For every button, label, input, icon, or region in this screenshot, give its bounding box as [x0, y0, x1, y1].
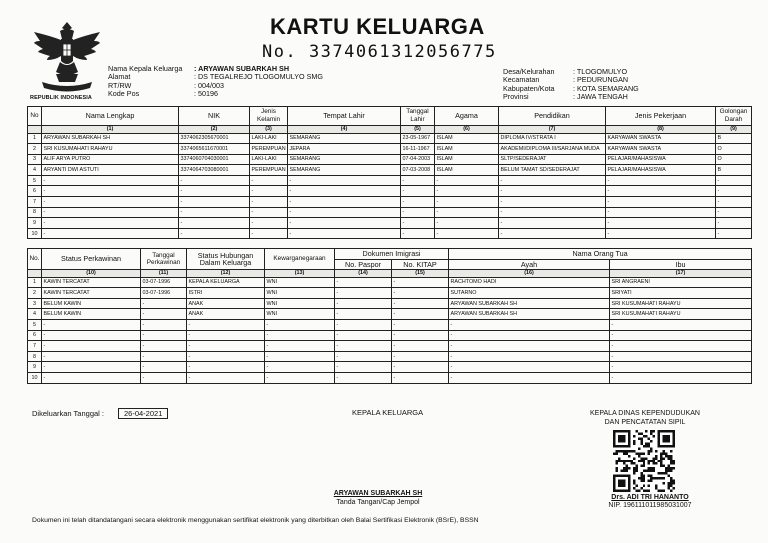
table-cell: ISLAM	[435, 154, 499, 165]
table-cell: SEMARANG	[288, 154, 401, 165]
table-cell: 3374060704030001	[179, 154, 250, 165]
table-cell: -	[335, 373, 392, 384]
table-cell: -	[449, 373, 610, 384]
table-cell: -	[288, 186, 401, 197]
office-line-1: KEPALA DINAS KEPENDUDUKAN	[590, 410, 700, 417]
table-cell: -	[392, 320, 449, 331]
table-cell: -	[42, 228, 179, 239]
table-cell: -	[179, 175, 250, 186]
table-cell: -	[610, 330, 752, 341]
table-cell: -	[42, 330, 141, 341]
table-cell: LAKI-LAKI	[250, 154, 288, 165]
table-cell: B	[716, 133, 752, 144]
table-cell: -	[187, 341, 265, 352]
column-number: (10)	[42, 270, 141, 278]
table-cell: -	[250, 186, 288, 197]
table-cell: -	[499, 175, 606, 186]
info-value: : PEDURUNGAN	[573, 75, 629, 85]
table-cell: -	[42, 351, 141, 362]
table-cell: -	[401, 207, 435, 218]
table-cell: -	[288, 175, 401, 186]
column-number: (8)	[606, 126, 716, 134]
table-cell: -	[288, 197, 401, 208]
table-cell: 3	[28, 154, 42, 165]
member-status-table	[27, 248, 752, 384]
info-value: : TLOGOMULYO	[573, 67, 628, 76]
column-number: (1)	[42, 126, 179, 134]
table-cell: -	[449, 320, 610, 331]
table-cell: -	[335, 341, 392, 352]
column-number	[28, 126, 42, 134]
table-cell: 7	[28, 341, 42, 352]
table-cell: -	[265, 320, 335, 331]
table-cell: PELAJAR/MAHASISWA	[606, 154, 716, 165]
column-number: (5)	[401, 126, 435, 134]
civil-registry-office	[560, 410, 730, 427]
col-header-gender: Jenis Kelamin	[250, 107, 288, 126]
table-cell: -	[401, 197, 435, 208]
table-cell: ARYANTI DWI ASTUTI	[42, 165, 179, 176]
table-cell: 7	[28, 197, 42, 208]
table-cell: -	[435, 175, 499, 186]
table-cell: -	[610, 351, 752, 362]
column-number: (9)	[716, 126, 752, 134]
table-cell: SRI KUSUMAHATI RAHAYU	[610, 298, 752, 309]
table-cell: SRIYATI	[610, 288, 752, 299]
table-cell: -	[392, 298, 449, 309]
table-cell: -	[141, 330, 187, 341]
table-cell: -	[449, 362, 610, 373]
table-cell: -	[610, 362, 752, 373]
table-cell: 8	[28, 351, 42, 362]
table-cell: -	[141, 320, 187, 331]
table-cell: -	[392, 341, 449, 352]
table-cell: JEPARA	[288, 144, 401, 155]
col-header-education: Pendidikan	[499, 107, 606, 126]
table-row	[28, 154, 752, 165]
table-cell: 16-11-1967	[401, 144, 435, 155]
table-cell: BELUM TAMAT SD/SEDERAJAT	[499, 165, 606, 176]
table-cell: -	[610, 341, 752, 352]
table-cell: -	[250, 218, 288, 229]
table-cell: O	[716, 144, 752, 155]
column-number: (12)	[187, 270, 265, 278]
table-cell: -	[606, 228, 716, 239]
table-cell: -	[179, 186, 250, 197]
table-cell: -	[499, 186, 606, 197]
table-cell: 03-07-1996	[141, 277, 187, 288]
table-cell: -	[401, 218, 435, 229]
table-cell: -	[335, 351, 392, 362]
table-cell: -	[606, 218, 716, 229]
table-cell: ISLAM	[435, 133, 499, 144]
table-cell: 6	[28, 330, 42, 341]
info-label: Alamat	[108, 72, 131, 82]
table-cell: -	[499, 228, 606, 239]
info-row-postcode	[108, 90, 323, 98]
column-number: (3)	[250, 126, 288, 134]
table-cell: 03-07-1996	[141, 288, 187, 299]
household-info	[108, 65, 323, 98]
table-row	[28, 320, 752, 331]
column-number: (4)	[288, 126, 401, 134]
table-cell: -	[42, 175, 179, 186]
col-header-marital-status: Status Perkawinan	[42, 249, 141, 270]
column-number: (15)	[392, 270, 449, 278]
table-cell: -	[42, 186, 179, 197]
info-label: Kecamatan	[503, 75, 540, 85]
table-cell: 6	[28, 186, 42, 197]
table-cell: -	[716, 186, 752, 197]
table-cell: -	[141, 373, 187, 384]
table-cell: ISLAM	[435, 165, 499, 176]
table-cell: -	[288, 228, 401, 239]
table-cell: -	[288, 218, 401, 229]
table-cell: -	[392, 362, 449, 373]
table-cell: -	[265, 373, 335, 384]
table-cell: ANAK	[187, 298, 265, 309]
country-label: REPUBLIK INDONESIA	[30, 95, 92, 101]
table-cell: -	[392, 277, 449, 288]
table-cell: 23-05-1967	[401, 133, 435, 144]
table-cell: -	[42, 218, 179, 229]
table-cell: 07-03-2008	[401, 165, 435, 176]
table-cell: 3374065611670001	[179, 144, 250, 155]
table-cell: 9	[28, 362, 42, 373]
table-cell: -	[401, 175, 435, 186]
info-label: RT/RW	[108, 80, 132, 90]
table-cell: -	[499, 207, 606, 218]
table-cell: -	[499, 197, 606, 208]
column-number: (16)	[449, 270, 610, 278]
table-cell: WNI	[265, 298, 335, 309]
table-cell: DIPLOMA IV/STRATA I	[499, 133, 606, 144]
info-row-province	[503, 93, 639, 101]
table-cell: 1	[28, 277, 42, 288]
table-row	[28, 133, 752, 144]
table-cell: -	[250, 197, 288, 208]
info-value: : JAWA TENGAH	[573, 91, 628, 101]
table-cell: SUTARNO	[449, 288, 610, 299]
table-cell: -	[435, 197, 499, 208]
electronic-signature-note: Dokumen ini telah ditandatangani secara elektronik menggunakan sertifikat elektronik yang diterbitkan oleh Balai Sertifikasi Elektronik (BSrE), BSSN	[32, 517, 479, 524]
table-row	[28, 207, 752, 218]
col-header-no: No.	[28, 249, 42, 270]
table-cell: -	[179, 207, 250, 218]
table-cell: -	[288, 207, 401, 218]
table-cell: KEPALA KELUARGA	[187, 277, 265, 288]
table-cell: ISTRI	[187, 288, 265, 299]
table-cell: -	[716, 228, 752, 239]
table-cell: -	[335, 298, 392, 309]
table-cell: -	[716, 197, 752, 208]
table-cell: -	[187, 351, 265, 362]
table-cell: -	[179, 197, 250, 208]
table-cell: -	[42, 207, 179, 218]
table-cell: ARYAWAN SUBARKAH SH	[42, 133, 179, 144]
col-header-parents: Nama Orang Tua	[449, 249, 752, 260]
column-number: (7)	[499, 126, 606, 134]
column-number	[28, 270, 42, 278]
table-cell: SRI ANGRAENI	[610, 277, 752, 288]
column-number-row	[28, 270, 752, 278]
col-header-birthplace: Tempat Lahir	[288, 107, 401, 126]
table-row	[28, 288, 752, 299]
head-of-family-title: KEPALA KELUARGA	[352, 408, 424, 417]
table-cell: -	[449, 341, 610, 352]
table-cell: -	[716, 175, 752, 186]
info-label: Provinsi	[503, 91, 529, 101]
table-cell: SEMARANG	[288, 133, 401, 144]
table-cell: -	[335, 288, 392, 299]
table-cell: 07-04-2003	[401, 154, 435, 165]
col-header-immigration-docs: Dokumen Imigrasi	[335, 249, 449, 260]
table-cell: B	[716, 165, 752, 176]
table-cell: -	[187, 362, 265, 373]
table-row	[28, 144, 752, 155]
table-cell: -	[392, 330, 449, 341]
column-number: (11)	[141, 270, 187, 278]
col-header-mother: Ibu	[610, 259, 752, 270]
table-cell: -	[141, 309, 187, 320]
issued-label: Dikeluarkan Tanggal :	[32, 409, 104, 418]
table-cell: 3374062305670001	[179, 133, 250, 144]
table-cell: WNI	[265, 288, 335, 299]
signature-caption: Tanda Tangan/Cap Jempol	[336, 498, 420, 506]
table-cell: -	[610, 373, 752, 384]
table-cell: O	[716, 154, 752, 165]
col-header-family-relation: Status Hubungan Dalam Keluarga	[187, 249, 265, 270]
garuda-emblem-icon	[30, 18, 104, 96]
info-value: : ARYAWAN SUBARKAH SH	[194, 64, 290, 73]
info-label: Kode Pos	[108, 88, 140, 98]
table-cell: -	[335, 320, 392, 331]
table-cell: -	[716, 207, 752, 218]
col-header-birthdate: Tanggal Lahir	[401, 107, 435, 126]
table-row	[28, 277, 752, 288]
table-cell: 5	[28, 175, 42, 186]
table-row	[28, 362, 752, 373]
table-cell: -	[250, 207, 288, 218]
col-header-name: Nama Lengkap	[42, 107, 179, 126]
table-cell: BELUM KAWIN	[42, 309, 141, 320]
table-cell: -	[335, 277, 392, 288]
column-number-row	[28, 126, 752, 134]
table-cell: 10	[28, 373, 42, 384]
table-cell: ARYAWAN SUBARKAH SH	[449, 298, 610, 309]
official-name: Drs. ADI TRI HANANTO	[611, 494, 689, 501]
table-cell: WNI	[265, 309, 335, 320]
table-cell: LAKI-LAKI	[250, 133, 288, 144]
table-cell: SRI KUSUMAHATI RAHAYU	[42, 144, 179, 155]
table-cell: 8	[28, 207, 42, 218]
table-cell: -	[265, 351, 335, 362]
table-cell: -	[435, 207, 499, 218]
column-number: (13)	[265, 270, 335, 278]
official-signature-block	[575, 494, 725, 511]
table-cell: -	[335, 309, 392, 320]
head-name: ARYAWAN SUBARKAH SH	[333, 490, 423, 497]
table-row	[28, 330, 752, 341]
table-cell: -	[250, 175, 288, 186]
table-cell: -	[392, 288, 449, 299]
column-number: (17)	[610, 270, 752, 278]
table-cell: 2	[28, 144, 42, 155]
table-cell: -	[449, 351, 610, 362]
col-header-father: Ayah	[449, 259, 610, 270]
table-cell: -	[392, 351, 449, 362]
table-cell: 10	[28, 228, 42, 239]
col-header-nik: NIK	[179, 107, 250, 126]
info-label: Kabupaten/Kota	[503, 83, 555, 93]
region-info	[503, 68, 639, 101]
table-cell: -	[265, 330, 335, 341]
table-cell: -	[401, 228, 435, 239]
info-value: : DS TEGALREJO TLOGOMULYO SMG	[194, 72, 324, 82]
col-header-citizenship: Kewarganegaraan	[265, 249, 335, 270]
table-cell: 4	[28, 165, 42, 176]
table-cell: 1	[28, 133, 42, 144]
info-label: Desa/Kelurahan	[503, 67, 555, 76]
col-header-passport: No. Paspor	[335, 259, 392, 270]
document-title: KARTU KELUARGA	[270, 14, 485, 39]
table-cell: KAWIN TERCATAT	[42, 288, 141, 299]
table-cell: ISLAM	[435, 144, 499, 155]
table-cell: 4	[28, 309, 42, 320]
official-nip: NIP. 196111011985031007	[608, 502, 692, 510]
table-cell: -	[187, 373, 265, 384]
table-cell: KAWIN TERCATAT	[42, 277, 141, 288]
table-cell: -	[187, 330, 265, 341]
table-cell: BELUM KAWIN	[42, 298, 141, 309]
table-row	[28, 165, 752, 176]
table-cell: PEREMPUAN	[250, 165, 288, 176]
table-cell: -	[401, 186, 435, 197]
table-cell: -	[435, 218, 499, 229]
table-cell: KARYAWAN SWASTA	[606, 133, 716, 144]
table-cell: -	[187, 320, 265, 331]
col-header-kitap: No. KITAP	[392, 259, 449, 270]
table-cell: -	[42, 373, 141, 384]
table-cell: -	[42, 341, 141, 352]
table-row	[28, 197, 752, 208]
info-label: Nama Kepala Keluarga	[108, 64, 183, 73]
table-row	[28, 218, 752, 229]
office-line-2: DAN PENCATATAN SIPIL	[604, 418, 686, 426]
table-cell: 3	[28, 298, 42, 309]
column-number: (14)	[335, 270, 392, 278]
col-header-occupation: Jenis Pekerjaan	[606, 107, 716, 126]
table-cell: -	[716, 218, 752, 229]
column-number: (2)	[179, 126, 250, 134]
table-row	[28, 175, 752, 186]
table-cell: -	[42, 362, 141, 373]
info-value: : 004/003	[194, 80, 224, 90]
table-cell: -	[42, 197, 179, 208]
table-cell: -	[265, 341, 335, 352]
table-cell: -	[265, 362, 335, 373]
table-cell: 9	[28, 218, 42, 229]
table-cell: -	[179, 228, 250, 239]
table-cell: -	[141, 341, 187, 352]
table-cell: SLTP/SEDERAJAT	[499, 154, 606, 165]
issued-date: 26-04-2021	[118, 408, 168, 419]
table-cell: -	[335, 330, 392, 341]
qr-code-icon	[613, 430, 675, 492]
table-cell: -	[179, 218, 250, 229]
col-header-blood-type: Golongan Darah	[716, 107, 752, 126]
table-cell: -	[610, 320, 752, 331]
info-value: : KOTA SEMARANG	[573, 83, 639, 93]
info-value: : 50196	[194, 88, 218, 98]
table-cell: RACHTOMO HADI	[449, 277, 610, 288]
document-number: No. 3374061312056775	[262, 42, 497, 62]
table-cell: ALIF ARYA PUTRO	[42, 154, 179, 165]
table-row	[28, 228, 752, 239]
member-identity-table	[27, 106, 752, 239]
table-cell: -	[392, 373, 449, 384]
table-cell: -	[335, 362, 392, 373]
table-row	[28, 309, 752, 320]
table-cell: ANAK	[187, 309, 265, 320]
head-signature-block	[308, 490, 448, 507]
table-cell: -	[42, 320, 141, 331]
table-cell: -	[606, 197, 716, 208]
table-cell: AKADEMI/DIPLOMA III/SARJANA MUDA	[499, 144, 606, 155]
table-cell: -	[141, 298, 187, 309]
table-cell: WNI	[265, 277, 335, 288]
table-row	[28, 351, 752, 362]
table-cell: -	[250, 228, 288, 239]
table-cell: -	[449, 330, 610, 341]
table-cell: -	[606, 186, 716, 197]
table-cell: -	[499, 218, 606, 229]
col-header-marriage-date: Tanggal Perkawinan	[141, 249, 187, 270]
table-cell: -	[606, 175, 716, 186]
table-row	[28, 373, 752, 384]
table-cell: -	[606, 207, 716, 218]
table-cell: -	[141, 351, 187, 362]
table-cell: ARYAWAN SUBARKAH SH	[449, 309, 610, 320]
table-cell: SEMARANG	[288, 165, 401, 176]
table-cell: SRI KUSUMAHATI RAHAYU	[610, 309, 752, 320]
table-row	[28, 186, 752, 197]
table-cell: 5	[28, 320, 42, 331]
table-cell: -	[141, 362, 187, 373]
table-cell: -	[435, 186, 499, 197]
table-cell: PEREMPUAN	[250, 144, 288, 155]
table-cell: -	[435, 228, 499, 239]
table-cell: 3374064703080001	[179, 165, 250, 176]
column-number: (6)	[435, 126, 499, 134]
table-row	[28, 298, 752, 309]
col-header-no: No	[28, 107, 42, 126]
table-cell: KARYAWAN SWASTA	[606, 144, 716, 155]
issued-date-section	[32, 408, 168, 419]
col-header-religion: Agama	[435, 107, 499, 126]
table-cell: 2	[28, 288, 42, 299]
table-cell: PELAJAR/MAHASISWA	[606, 165, 716, 176]
table-row	[28, 341, 752, 352]
table-cell: -	[392, 309, 449, 320]
